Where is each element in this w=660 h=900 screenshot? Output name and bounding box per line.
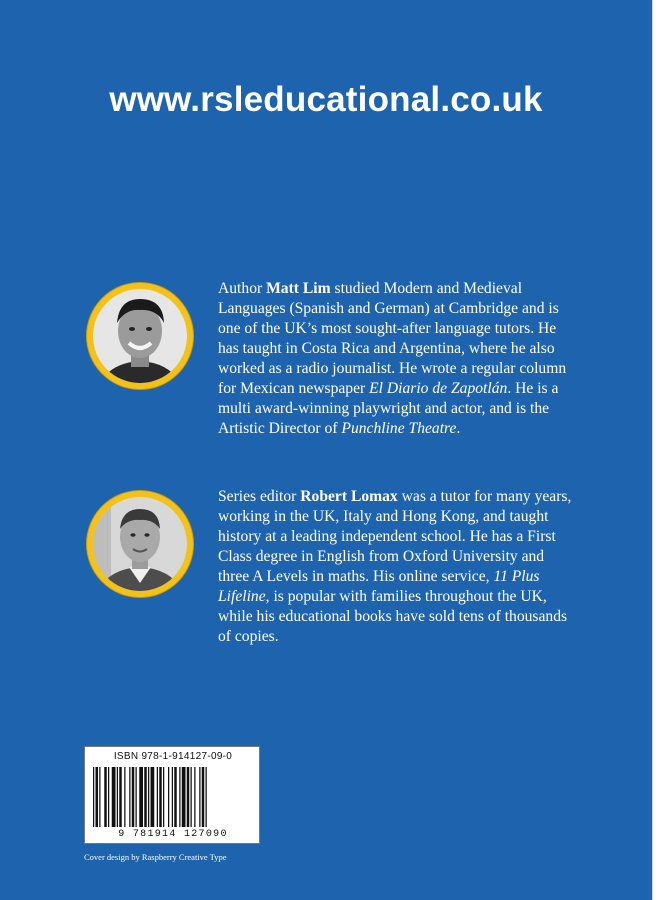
barcode-bar: [93, 767, 94, 827]
barcode-bar: [182, 767, 186, 827]
barcode-bar: [104, 767, 107, 827]
barcode-digits: 9 781914 127090: [118, 829, 228, 840]
barcode-bar: [159, 767, 162, 827]
editor-bio: Series editor Robert Lomax was a tutor for many years, working in the UK, Italy and Hong Kong, and taught history at a leading independent school. He has a First Class degree in English from Oxford University and three A Levels in maths. His online service, 11 Plus Lifeline, is popular with families throughout the UK, while his educational books have sold tens of thousands of copies.: [218, 488, 572, 645]
barcode-bar: [139, 767, 143, 827]
barcode-bars: [93, 767, 253, 827]
newspaper-title: El Diario de Zapotlán: [369, 380, 508, 397]
barcode-bar: [179, 767, 180, 827]
barcode-bar: [157, 767, 158, 827]
barcode-bar: [163, 767, 164, 827]
barcode-bar: [148, 767, 149, 827]
barcode-bar: [174, 767, 177, 827]
barcode-bar: [136, 767, 137, 827]
barcode-bar: [112, 767, 116, 827]
barcode-bar: [199, 767, 200, 827]
theatre-name: Punchline Theatre: [341, 420, 457, 437]
author-photo: [86, 282, 194, 390]
barcode-bar: [151, 767, 155, 827]
barcode-bar: [108, 767, 109, 827]
isbn-barcode: [84, 746, 260, 844]
barcode-bar: [172, 767, 173, 827]
barcode-bar: [202, 767, 205, 827]
barcode-bar: [96, 767, 99, 827]
website-url: www.rsleducational.co.uk: [109, 80, 543, 119]
editor-photo: [86, 490, 194, 598]
author-name: Matt Lim: [266, 280, 331, 297]
barcode-bar: [206, 767, 207, 827]
editor-name: Robert Lomax: [300, 488, 398, 505]
barcode-bar: [144, 767, 147, 827]
barcode-bar: [119, 767, 122, 827]
author-bio: Author Matt Lim studied Modern and Medieval Languages (Spanish and German) at Cambridge and is one of the UK’s most sought-after language tutors. He has taught in Costa Rica and Argentina, where he also worked as a radio journalist. He wrote a regular column for Mexican newspaper El Diario de Zapotlán. He is a multi award-winning playwright and actor, and is the Artistic Director of Punchline Theatre.: [218, 280, 567, 437]
barcode-bar: [124, 767, 125, 827]
barcode-bar: [168, 767, 169, 827]
barcode-bar: [194, 767, 195, 827]
barcode-bar: [132, 767, 135, 827]
barcode-bar: [187, 767, 190, 827]
isbn-label: ISBN 978-1-914127-09-0: [113, 751, 233, 762]
barcode-bar: [191, 767, 192, 827]
service-name: 11 Plus Lifeline: [218, 568, 540, 605]
barcode-bar: [129, 767, 130, 827]
cover-design-credit: Cover design by Raspberry Creative Type: [84, 852, 227, 862]
barcode-bar: [99, 767, 100, 827]
barcode-bar: [117, 767, 118, 827]
